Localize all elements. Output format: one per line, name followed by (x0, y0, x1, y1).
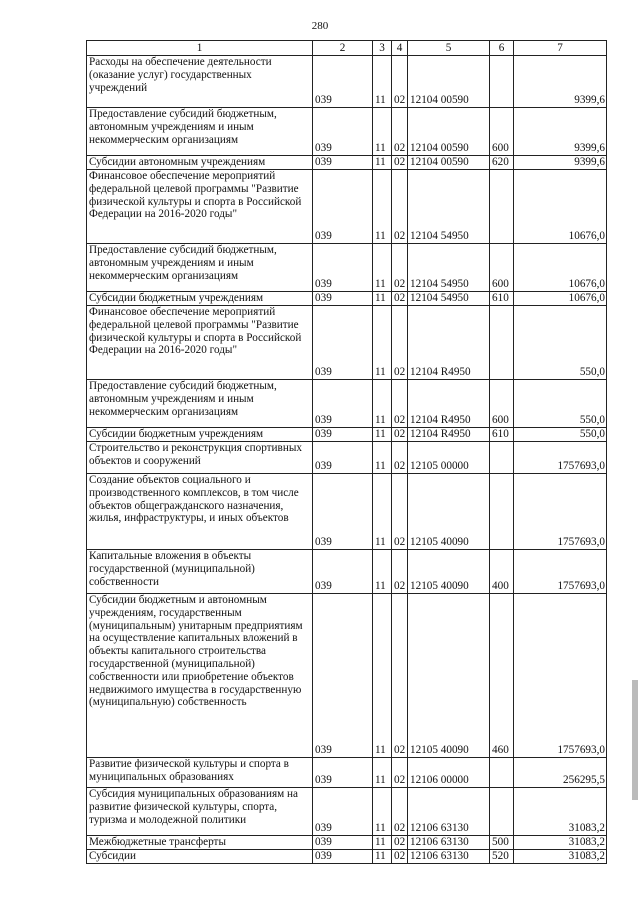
cell-pr: 02 (392, 442, 408, 474)
cell-csr: 12106 63130 (408, 788, 490, 836)
cell-csr: 12104 R4950 (408, 306, 490, 380)
cell-vr: 600 (490, 244, 514, 292)
table-row (87, 170, 607, 244)
cell-name: Межбюджетные трансферты (87, 836, 313, 850)
cell-rz: 11 (373, 108, 392, 156)
cell-pr: 02 (392, 850, 408, 864)
cell-csr: 12104 R4950 (408, 380, 490, 428)
budget-table (86, 40, 607, 864)
cell-rz: 11 (373, 292, 392, 306)
cell-sum: 1757693,0 (514, 442, 607, 474)
cell-pr: 02 (392, 594, 408, 758)
table-row (87, 428, 607, 442)
cell-rz: 11 (373, 474, 392, 550)
cell-sum: 9399,6 (514, 108, 607, 156)
cell-pr: 02 (392, 380, 408, 428)
cell-vr: 600 (490, 380, 514, 428)
cell-ved: 039 (313, 758, 373, 788)
cell-rz: 11 (373, 380, 392, 428)
cell-name: Капитальные вложения в объекты государственной (муниципальной) собственности (87, 550, 313, 594)
cell-pr: 02 (392, 170, 408, 244)
cell-sum: 550,0 (514, 306, 607, 380)
cell-name: Создание объектов социального и производственного комплексов, в том числе объектов общегражданского назначения, жилья, инфраструктуры, и иных объектов (87, 474, 313, 550)
cell-csr: 12104 00590 (408, 108, 490, 156)
cell-pr: 02 (392, 306, 408, 380)
table-row (87, 788, 607, 836)
cell-rz: 11 (373, 306, 392, 380)
cell-rz: 11 (373, 56, 392, 108)
cell-pr: 02 (392, 244, 408, 292)
cell-name: Субсидии бюджетным учреждениям (87, 292, 313, 306)
cell-vr: 520 (490, 850, 514, 864)
cell-name: Предоставление субсидий бюджетным, автономным учреждениям и иным некоммерческим организациям (87, 108, 313, 156)
cell-ved: 039 (313, 550, 373, 594)
cell-name: Финансовое обеспечение мероприятий федеральной целевой программы "Развитие физической культуры и спорта в Российской Федерации на 2016-2020 годы" (87, 306, 313, 380)
header-col-1: 1 (87, 41, 313, 56)
cell-csr: 12105 40090 (408, 550, 490, 594)
table-row (87, 56, 607, 108)
cell-pr: 02 (392, 550, 408, 594)
cell-vr: 610 (490, 292, 514, 306)
cell-sum: 9399,6 (514, 56, 607, 108)
cell-ved: 039 (313, 108, 373, 156)
table-row (87, 244, 607, 292)
cell-sum: 10676,0 (514, 244, 607, 292)
cell-name: Субсидии автономным учреждениям (87, 156, 313, 170)
table-row (87, 156, 607, 170)
cell-pr: 02 (392, 428, 408, 442)
cell-sum: 10676,0 (514, 170, 607, 244)
cell-pr: 02 (392, 292, 408, 306)
cell-ved: 039 (313, 836, 373, 850)
cell-csr: 12104 54950 (408, 244, 490, 292)
cell-name: Предоставление субсидий бюджетным, автономным учреждениям и иным некоммерческим организациям (87, 244, 313, 292)
cell-name: Развитие физической культуры и спорта в муниципальных образованиях (87, 758, 313, 788)
cell-pr: 02 (392, 56, 408, 108)
cell-sum: 1757693,0 (514, 594, 607, 758)
cell-sum: 550,0 (514, 428, 607, 442)
table-row (87, 380, 607, 428)
table-row (87, 550, 607, 594)
cell-csr: 12105 40090 (408, 474, 490, 550)
cell-rz: 11 (373, 788, 392, 836)
table-row (87, 474, 607, 550)
header-col-7: 7 (514, 41, 607, 56)
cell-pr: 02 (392, 474, 408, 550)
cell-ved: 039 (313, 170, 373, 244)
cell-ved: 039 (313, 788, 373, 836)
cell-sum: 1757693,0 (514, 474, 607, 550)
cell-rz: 11 (373, 758, 392, 788)
table-row (87, 108, 607, 156)
cell-vr: 620 (490, 156, 514, 170)
cell-csr: 12104 00590 (408, 156, 490, 170)
header-row (87, 41, 607, 56)
cell-csr: 12105 00000 (408, 442, 490, 474)
header-col-5: 5 (408, 41, 490, 56)
cell-csr: 12104 00590 (408, 56, 490, 108)
cell-name: Субсидия муниципальных образованиям на развитие физической культуры, спорта, туризма и молодежной политики (87, 788, 313, 836)
cell-vr (490, 788, 514, 836)
cell-rz: 11 (373, 170, 392, 244)
cell-name: Субсидии (87, 850, 313, 864)
scan-edge-mark (632, 680, 638, 800)
cell-vr: 500 (490, 836, 514, 850)
cell-rz: 11 (373, 156, 392, 170)
cell-rz: 11 (373, 428, 392, 442)
cell-name: Субсидии бюджетным учреждениям (87, 428, 313, 442)
cell-name: Предоставление субсидий бюджетным, автономным учреждениям и иным некоммерческим организациям (87, 380, 313, 428)
cell-csr: 12104 54950 (408, 170, 490, 244)
table-row (87, 442, 607, 474)
cell-pr: 02 (392, 156, 408, 170)
cell-name: Финансовое обеспечение мероприятий федеральной целевой программы "Развитие физической культуры и спорта в Российской Федерации на 2016-2020 годы" (87, 170, 313, 244)
cell-vr: 610 (490, 428, 514, 442)
page-number: 280 (311, 20, 329, 32)
cell-pr: 02 (392, 788, 408, 836)
cell-csr: 12105 40090 (408, 594, 490, 758)
cell-ved: 039 (313, 56, 373, 108)
cell-pr: 02 (392, 836, 408, 850)
cell-vr (490, 758, 514, 788)
header-col-2: 2 (313, 41, 373, 56)
cell-csr: 12106 63130 (408, 850, 490, 864)
cell-vr (490, 170, 514, 244)
cell-ved: 039 (313, 156, 373, 170)
cell-name: Расходы на обеспечение деятельности (оказание услуг) государственных учреждений (87, 56, 313, 108)
cell-ved: 039 (313, 850, 373, 864)
cell-pr: 02 (392, 108, 408, 156)
cell-csr: 12104 R4950 (408, 428, 490, 442)
cell-rz: 11 (373, 836, 392, 850)
table-row (87, 306, 607, 380)
cell-vr (490, 56, 514, 108)
cell-vr: 400 (490, 550, 514, 594)
cell-sum: 1757693,0 (514, 550, 607, 594)
cell-ved: 039 (313, 442, 373, 474)
table-row (87, 292, 607, 306)
header-col-3: 3 (373, 41, 392, 56)
cell-rz: 11 (373, 594, 392, 758)
cell-ved: 039 (313, 428, 373, 442)
cell-vr (490, 442, 514, 474)
cell-ved: 039 (313, 474, 373, 550)
cell-vr (490, 474, 514, 550)
cell-rz: 11 (373, 244, 392, 292)
cell-csr: 12104 54950 (408, 292, 490, 306)
cell-name: Субсидии бюджетным и автономным учреждениям, государственным (муниципальным) унитарным предприятиям на осуществление капитальных вложений в объекты капитального строительства государственной (муниципальной) собственности или приобретение объектов недвижимого имущества в государственную (муниципальную) собственность (87, 594, 313, 758)
cell-ved: 039 (313, 380, 373, 428)
cell-vr (490, 306, 514, 380)
cell-sum: 550,0 (514, 380, 607, 428)
table-row (87, 836, 607, 850)
cell-sum: 10676,0 (514, 292, 607, 306)
cell-ved: 039 (313, 244, 373, 292)
cell-csr: 12106 63130 (408, 836, 490, 850)
table-row (87, 758, 607, 788)
cell-sum: 31083,2 (514, 836, 607, 850)
cell-rz: 11 (373, 442, 392, 474)
cell-ved: 039 (313, 292, 373, 306)
cell-name: Строительство и реконструкция спортивных объектов и сооружений (87, 442, 313, 474)
table-row (87, 850, 607, 864)
cell-pr: 02 (392, 758, 408, 788)
cell-rz: 11 (373, 850, 392, 864)
cell-ved: 039 (313, 594, 373, 758)
cell-sum: 31083,2 (514, 788, 607, 836)
cell-ved: 039 (313, 306, 373, 380)
cell-rz: 11 (373, 550, 392, 594)
cell-sum: 256295,5 (514, 758, 607, 788)
cell-sum: 9399,6 (514, 156, 607, 170)
table-row (87, 594, 607, 758)
cell-csr: 12106 00000 (408, 758, 490, 788)
cell-vr: 460 (490, 594, 514, 758)
cell-sum: 31083,2 (514, 850, 607, 864)
cell-vr: 600 (490, 108, 514, 156)
header-col-4: 4 (392, 41, 408, 56)
header-col-6: 6 (490, 41, 514, 56)
